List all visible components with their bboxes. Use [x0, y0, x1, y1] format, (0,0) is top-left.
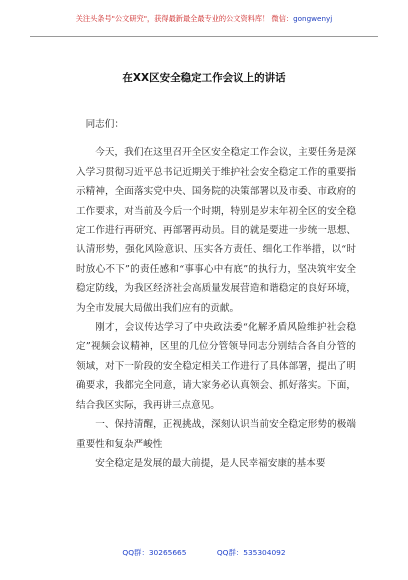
qq-group-1-number: 30265665 [148, 548, 187, 557]
header-divider [30, 36, 378, 37]
qq-group-1-label: QQ群： [122, 548, 149, 557]
document-title: 在XX区安全稳定工作会议上的讲话 [122, 72, 286, 84]
wechat-id-link[interactable]: gongwenyj [293, 14, 333, 23]
section-heading-1: 一、保持清醒，正视挑战，深刻认识当前安全稳定形势的极端重要性和复杂严峻性 [76, 419, 356, 450]
qq-group-2-label: QQ群： [216, 548, 244, 557]
paragraph-1: 今天，我们在这里召开全区安全稳定工作会议，主要任务是深入学习贯彻习近平总书记近期关于维护社会安全稳定工作的重要指示精神，全面落实党中央、国务院的决策部署以及市委、市政府的工作要求，对当前及今后一个时期，特别是岁末年初全区的安全稳定工作进行再研究、再部署再动员。目的就是要进一步统一思想、认清形势，强化风险意识、压实各方责任、细化工作举措，以“时时放心不下”的责任感和“事事心中有底”的执行力，坚决筑牢安全稳定防线，为我区经济社会高质量发展营造和谐稳定的良好环境，为全市发展大局做出我们应有的贡献。 [76, 147, 356, 314]
paragraph-3: 安全稳定是发展的最大前提，是人民幸福安康的基本要 [95, 457, 326, 469]
salutation: 同志们： [85, 119, 124, 130]
qq-group-1 [122, 548, 186, 557]
paragraph-2: 刚才，会议传达学习了中央政法委“化解矛盾风险维护社会稳定”视频会议精神，区里的几位分管领导同志分别结合各自分管的领域，对下一阶段的安全稳定相关工作进行了具体部署，提出了明确要求，我都完全同意，请大家务必认真领会、抓好落实。下面，结合我区实际，我再讲三点意见。 [76, 322, 356, 411]
document-body [76, 115, 356, 473]
header-banner [30, 14, 378, 24]
qq-group-2 [217, 548, 286, 557]
footer [30, 547, 378, 558]
qq-group-2-number: 535304092 [243, 548, 286, 557]
header-promo-text: 关注头条号"公文研究"，获得最新最全最专业的公文资料库！ 微信： [75, 14, 294, 23]
